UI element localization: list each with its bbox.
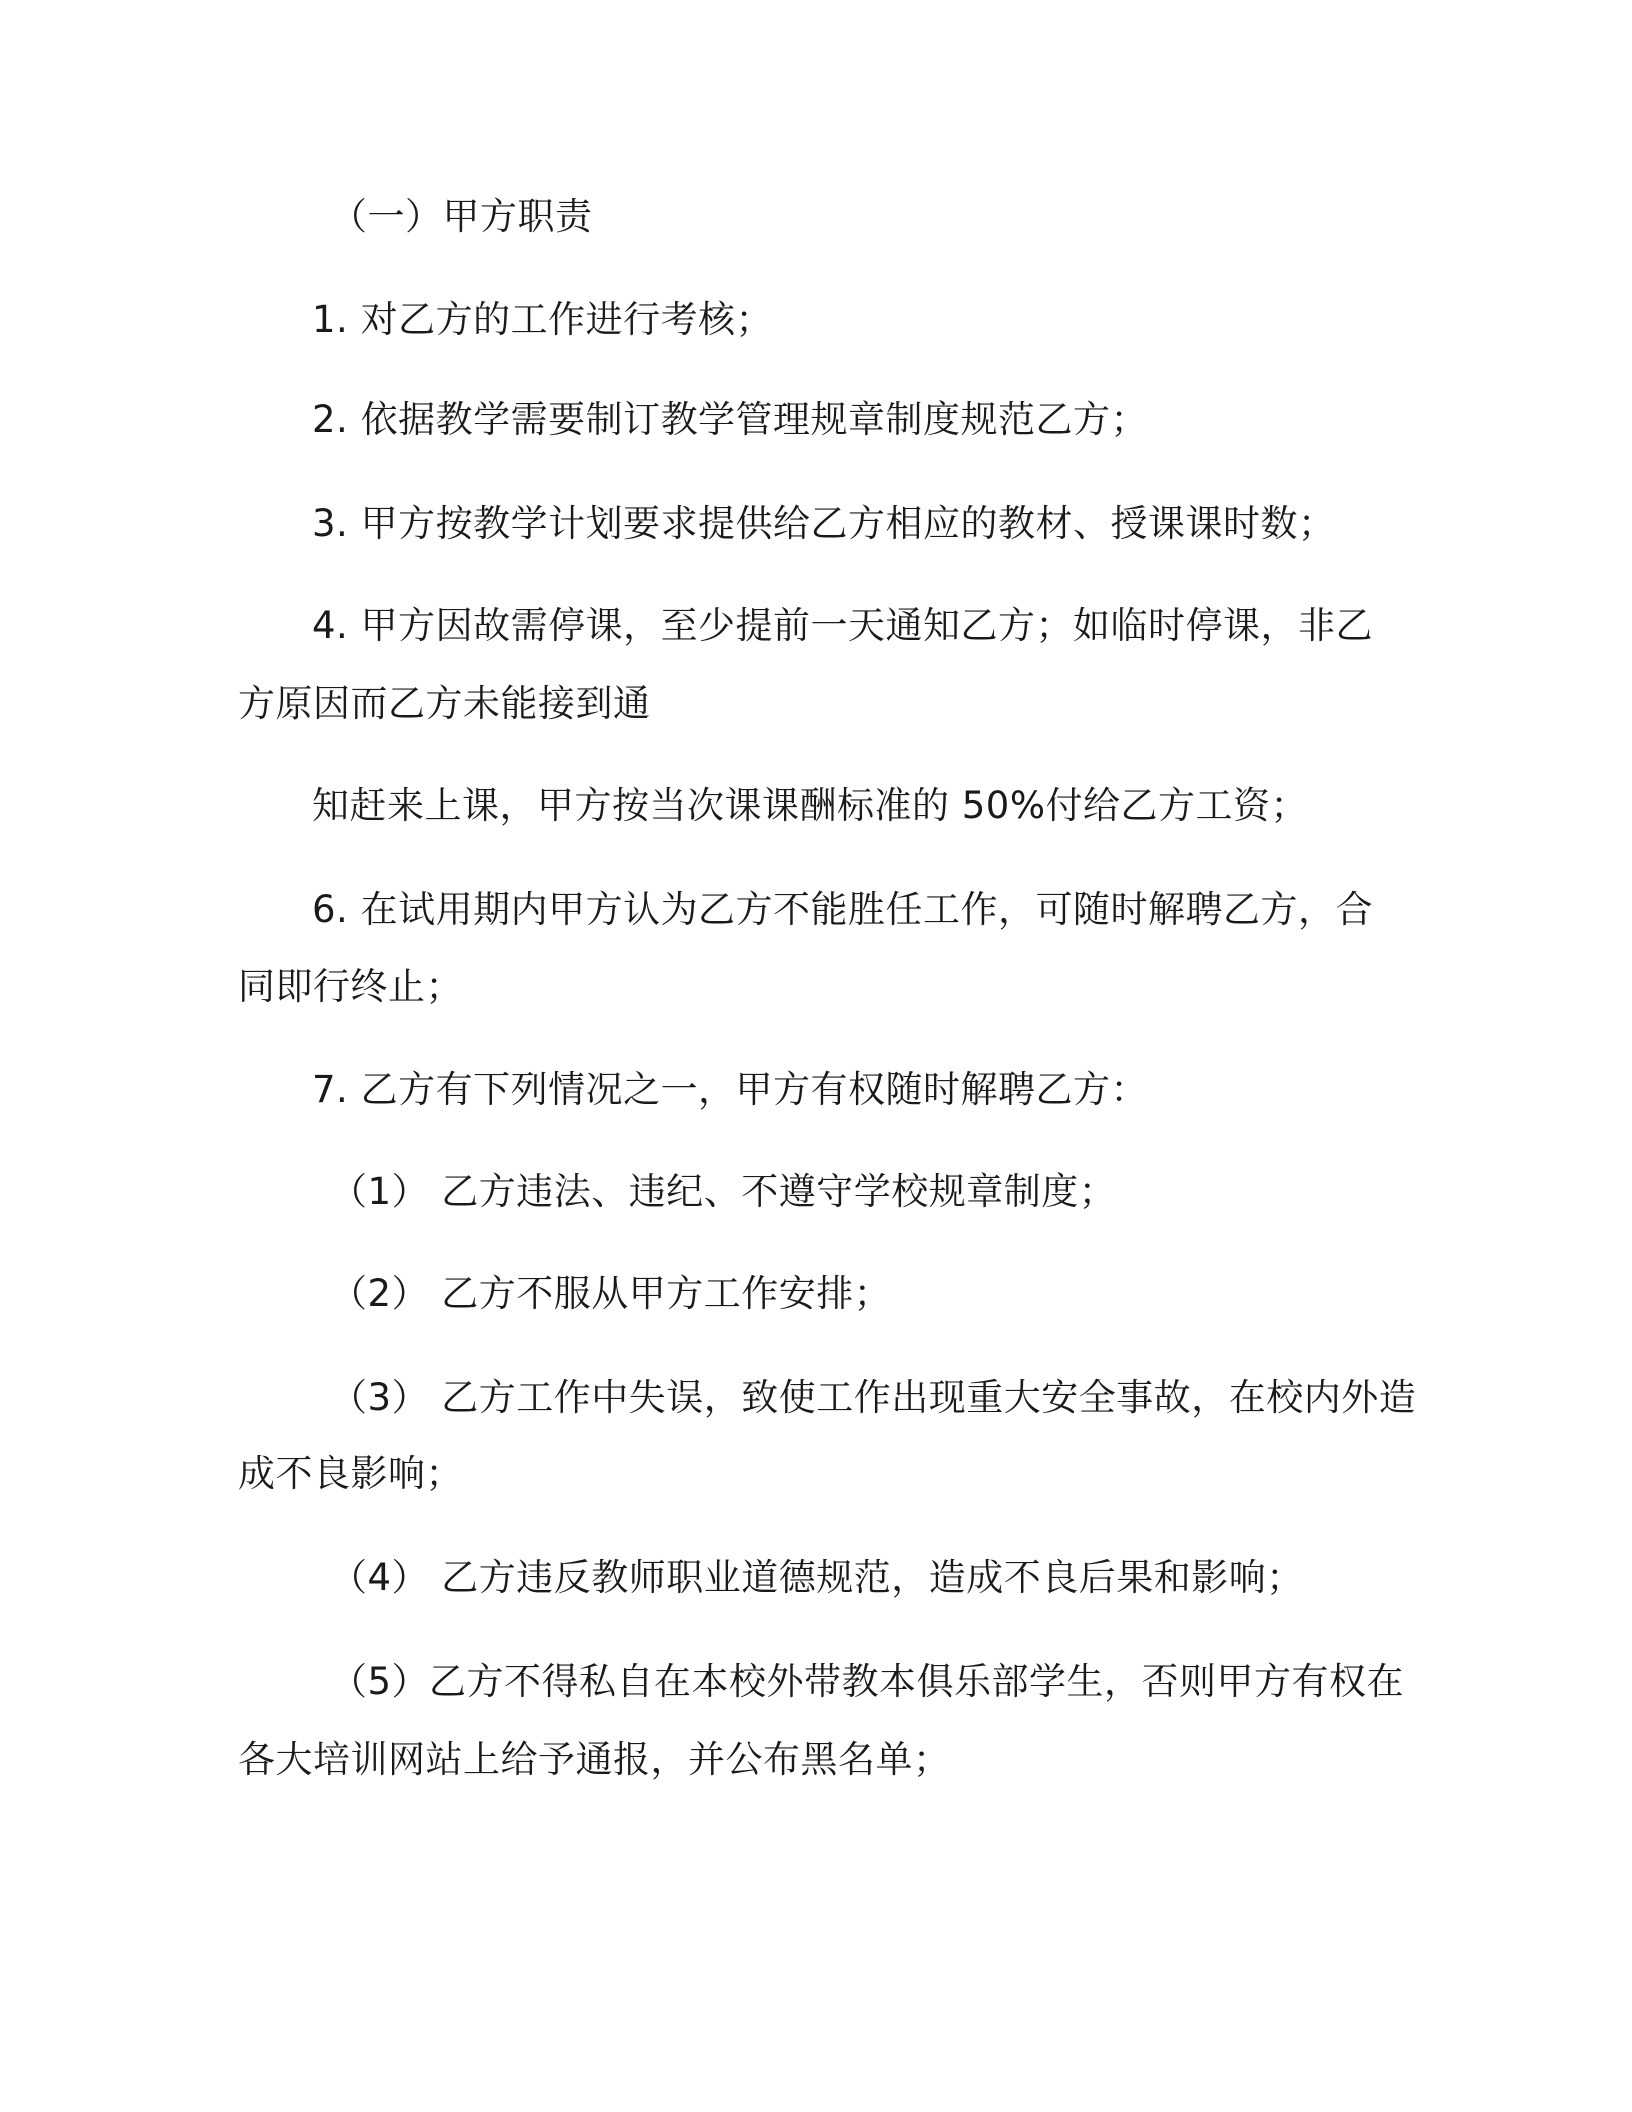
clause-3: 3. 甲方按教学计划要求提供给乙方相应的教材、授课课时数；	[312, 502, 1336, 545]
sub-item-3-line-2: 成不良影响；	[238, 1452, 463, 1495]
section-heading: （一）甲方职责	[330, 195, 593, 238]
sub-item-2: （2） 乙方不服从甲方工作安排；	[330, 1272, 892, 1315]
clause-1: 1. 对乙方的工作进行考核；	[312, 298, 774, 341]
sub-item-5-line-2: 各大培训网站上给予通报，并公布黑名单；	[238, 1738, 951, 1781]
sub-item-1: （1） 乙方违法、违纪、不遵守学校规章制度；	[330, 1170, 1117, 1213]
clause-4-line-3: 知赶来上课，甲方按当次课课酬标准的 50%付给乙方工资；	[312, 784, 1308, 827]
sub-item-4: （4） 乙方违反教师职业道德规范，造成不良后果和影响；	[330, 1556, 1304, 1599]
clause-4-line-1: 4. 甲方因故需停课，至少提前一天通知乙方；如临时停课，非乙	[312, 604, 1374, 647]
clause-6-line-2: 同即行终止；	[238, 965, 463, 1008]
clause-4-line-2: 方原因而乙方未能接到通	[238, 682, 651, 725]
clause-6-line-1: 6. 在试用期内甲方认为乙方不能胜任工作，可随时解聘乙方，合	[312, 888, 1374, 931]
clause-2: 2. 依据教学需要制订教学管理规章制度规范乙方；	[312, 398, 1149, 441]
sub-item-5-line-1: （5）乙方不得私自在本校外带教本俱乐部学生，否则甲方有权在	[330, 1660, 1405, 1703]
sub-item-3-line-1: （3） 乙方工作中失误，致使工作出现重大安全事故，在校内外造	[330, 1376, 1417, 1419]
clause-7: 7. 乙方有下列情况之一，甲方有权随时解聘乙方：	[312, 1068, 1149, 1111]
